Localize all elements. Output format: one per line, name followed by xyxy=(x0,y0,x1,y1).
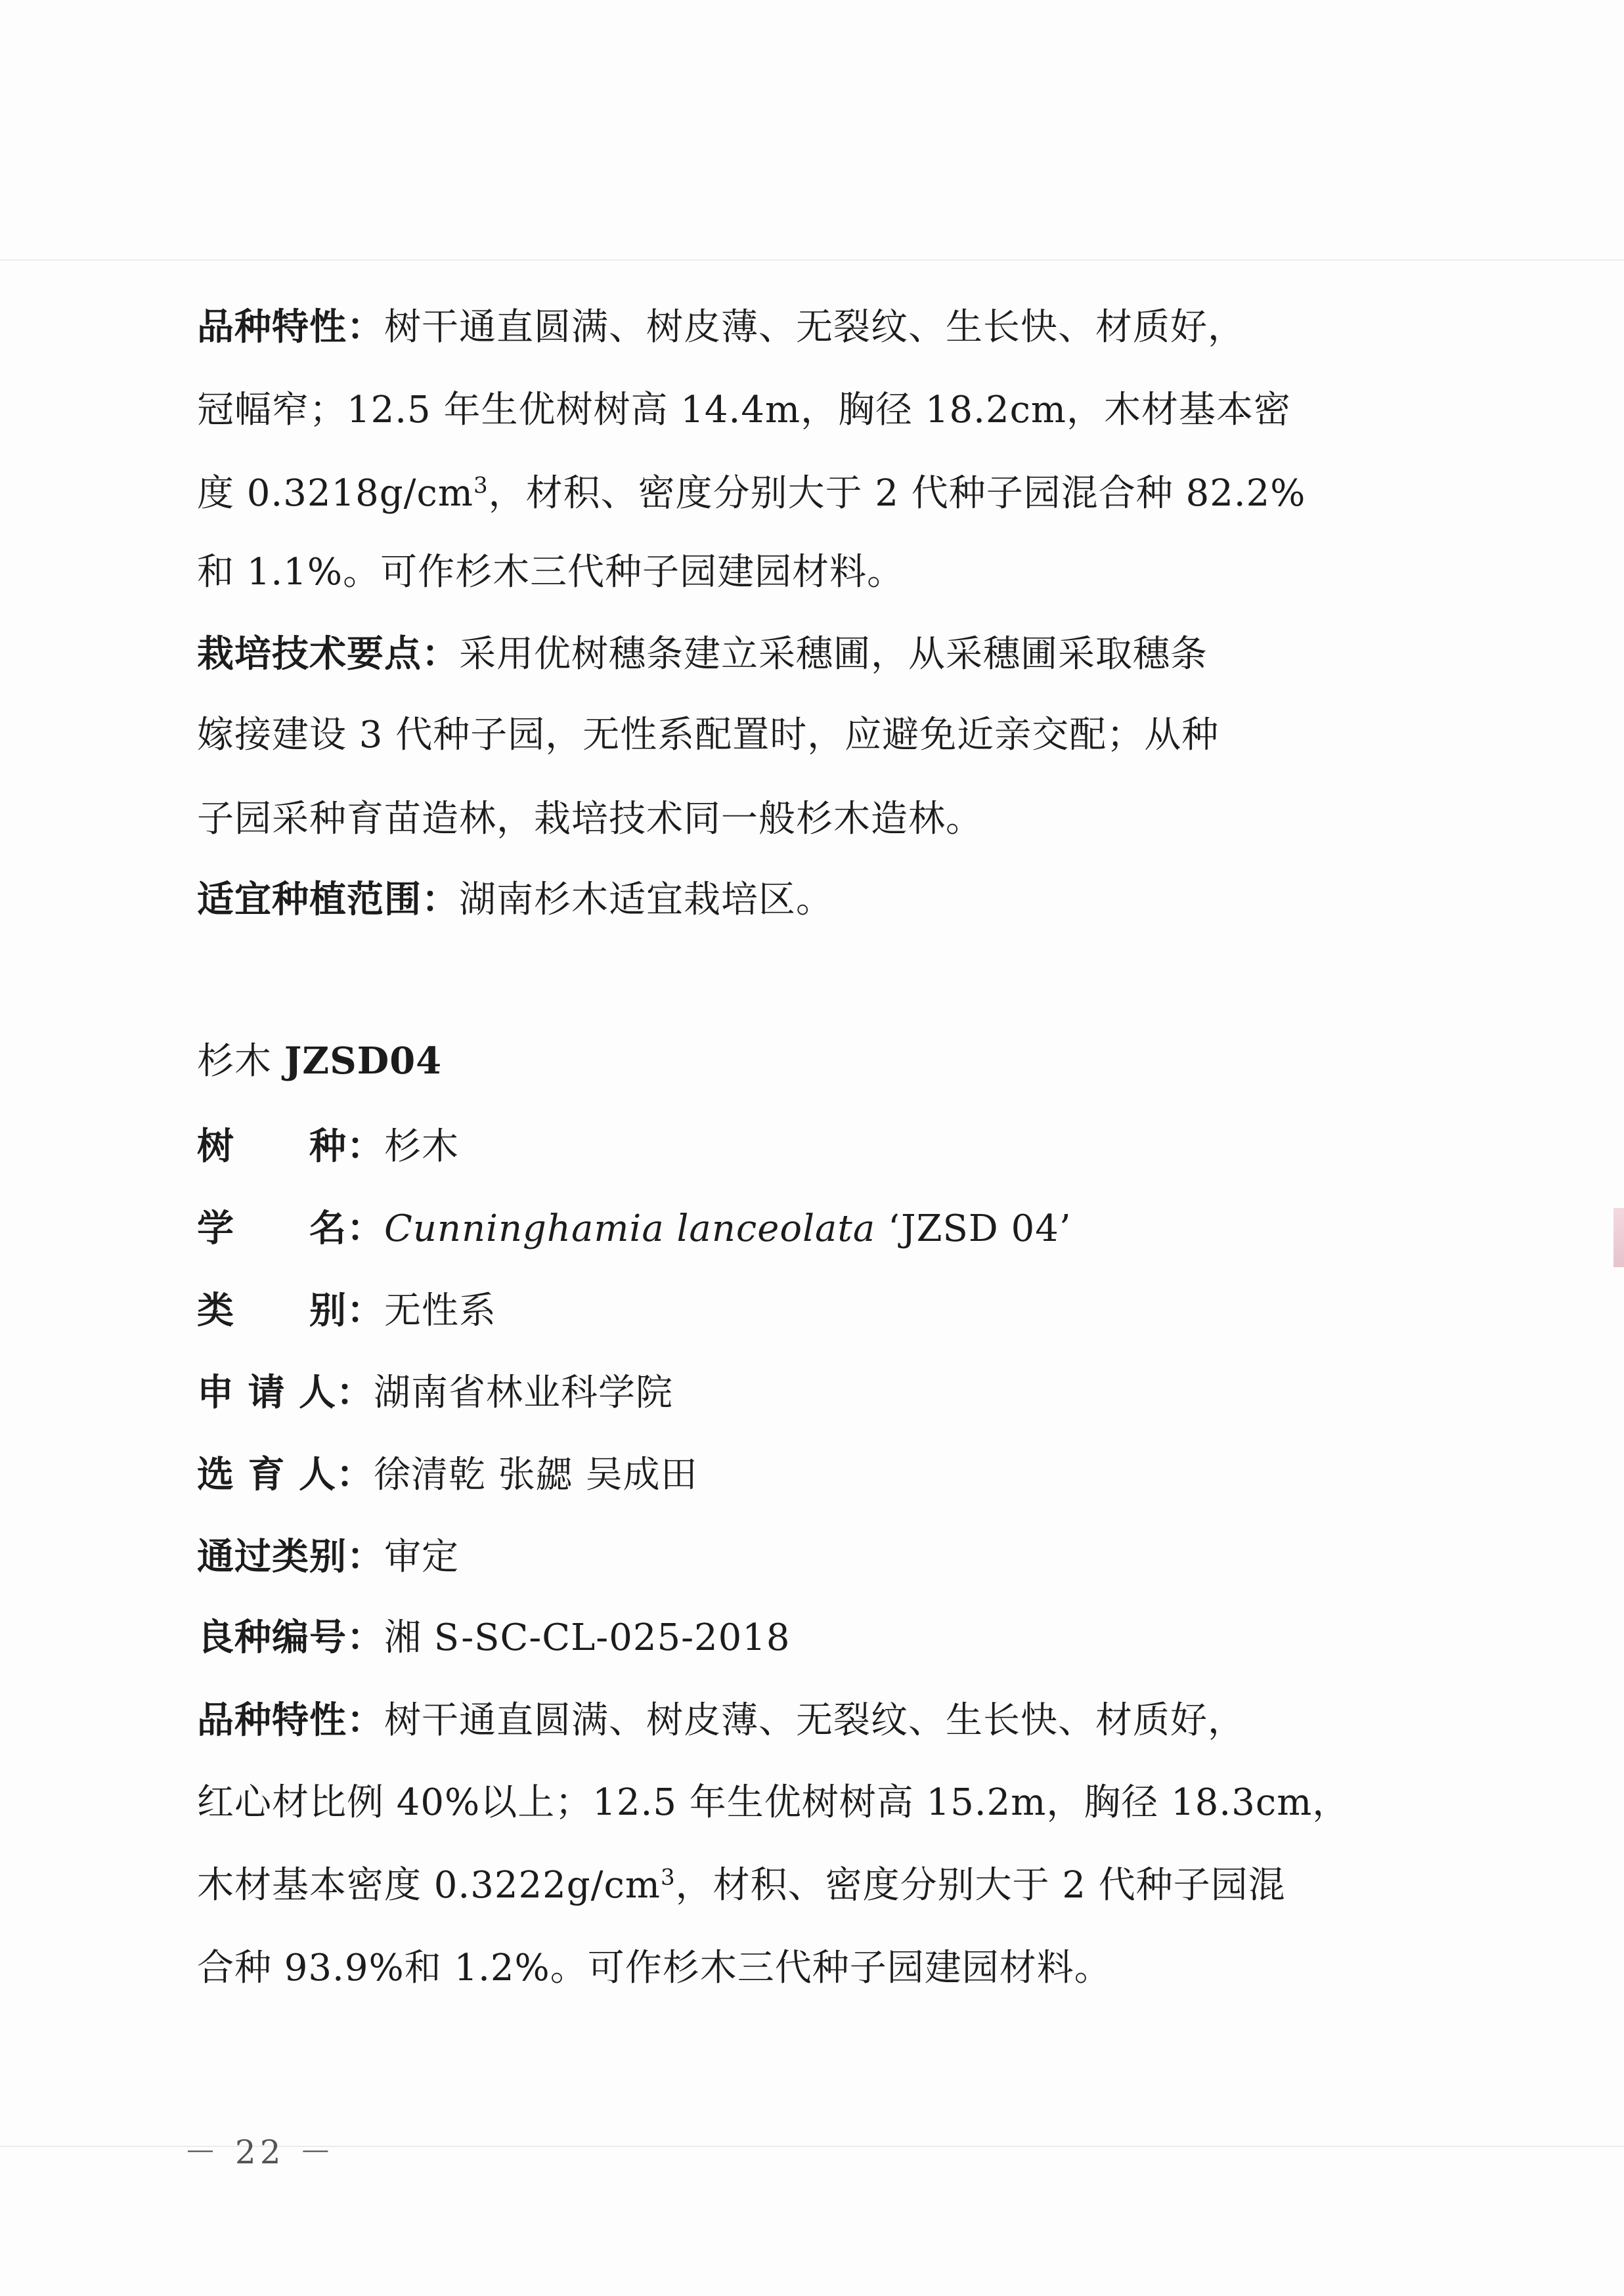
s2-sci-label: 学 名： xyxy=(197,1207,384,1250)
s2-sci-cultivar: ‘JZSD 04’ xyxy=(875,1207,1072,1250)
s2-traits-text-3b: ，材积、密度分别大于 2 代种子园混 xyxy=(675,1864,1286,1907)
s2-title xyxy=(197,1037,1432,1085)
s1-traits-label: 品种特性： xyxy=(197,305,384,349)
s2-breeder-value: 徐清乾 张勰 吴成田 xyxy=(374,1454,698,1496)
s1-cultivation-line-2 xyxy=(197,712,1432,759)
s2-traits-text-3a: 木材基本密度 0.3222g/cm xyxy=(197,1864,661,1907)
s1-cultivation-line-3 xyxy=(197,796,1432,843)
s2-species-label: 树 种： xyxy=(197,1125,384,1168)
s2-title-code: JZSD04 xyxy=(284,1039,443,1083)
s1-traits-text-3a: 度 0.3218g/cm xyxy=(197,472,473,515)
s2-traits-line-1 xyxy=(197,1697,1432,1744)
s1-traits-text-2: 冠幅窄；12.5 年生优树树高 14.4m，胸径 18.2cm，木材基本密 xyxy=(197,389,1292,431)
s2-traits-text-1: 树干通直圆满、树皮薄、无裂纹、生长快、材质好， xyxy=(384,1699,1245,1742)
page-number: － 22 － xyxy=(184,2133,336,2171)
s1-traits-text-4: 和 1.1%。可作杉木三代种子园建园材料。 xyxy=(197,551,905,594)
s1-traits-line-1 xyxy=(197,303,1432,351)
s2-code-label: 良种编号： xyxy=(197,1616,384,1659)
s2-traits-line-4 xyxy=(197,1945,1432,1992)
s2-applicant-line xyxy=(197,1369,1432,1417)
s2-applicant-label: 申 请 人： xyxy=(197,1371,374,1414)
s2-category-label: 类 别： xyxy=(197,1289,384,1332)
s2-applicant-value: 湖南省林业科学院 xyxy=(374,1372,673,1414)
s2-species-line xyxy=(197,1123,1432,1171)
s1-traits-line-4 xyxy=(197,549,1432,596)
s2-sci-line xyxy=(197,1205,1432,1253)
s1-range-line xyxy=(197,876,1432,924)
s2-breeder-label: 选 育 人： xyxy=(197,1453,374,1496)
s2-traits-text-2: 红心材比例 40%以上；12.5 年生优树树高 15.2m，胸径 18.3cm， xyxy=(197,1781,1350,1824)
s2-species-value: 杉木 xyxy=(384,1125,459,1168)
s1-traits-line-2 xyxy=(197,387,1432,434)
s1-traits-text-1: 树干通直圆满、树皮薄、无裂纹、生长快、材质好， xyxy=(384,306,1245,349)
s2-approval-line xyxy=(197,1533,1432,1581)
s1-cultivation-text-2: 嫁接建设 3 代种子园，无性系配置时，应避免近亲交配；从种 xyxy=(197,714,1219,756)
s2-traits-text-4: 合种 93.9%和 1.2%。可作杉木三代种子园建园材料。 xyxy=(197,1947,1112,1989)
s2-traits-sup: 3 xyxy=(660,1864,676,1891)
scan-edge-mark xyxy=(1613,1208,1624,1267)
s1-cultivation-text-3: 子园采种育苗造林，栽培技术同一般杉木造林。 xyxy=(197,798,983,840)
s2-code-value: 湘 S-SC-CL-025-2018 xyxy=(384,1616,791,1659)
s1-traits-text-3b: ，材积、密度分别大于 2 代种子园混合种 82.2% xyxy=(488,472,1306,515)
s2-traits-line-2 xyxy=(197,1779,1432,1827)
s1-cultivation-line-1 xyxy=(197,630,1432,678)
s2-code-line xyxy=(197,1614,1432,1662)
s2-title-prefix: 杉木 xyxy=(197,1040,284,1083)
s2-category-line xyxy=(197,1287,1432,1335)
s1-cultivation-text-1: 采用优树穗条建立采穗圃，从采穗圃采取穗条 xyxy=(459,633,1208,676)
s1-range-text: 湖南杉木适宜栽培区。 xyxy=(459,878,833,921)
s2-category-value: 无性系 xyxy=(384,1289,496,1332)
s2-approval-label: 通过类别： xyxy=(197,1535,384,1578)
s2-traits-line-3 xyxy=(197,1862,1432,1909)
s1-cultivation-label: 栽培技术要点： xyxy=(197,632,459,676)
s2-breeder-line xyxy=(197,1451,1432,1499)
s1-traits-sup: 3 xyxy=(473,472,489,499)
scan-fold-line xyxy=(0,259,1624,261)
s2-approval-value: 审定 xyxy=(384,1536,459,1578)
s2-traits-label: 品种特性： xyxy=(197,1699,384,1742)
s2-sci-italic: Cunninghamia lanceolata xyxy=(384,1207,876,1250)
s1-traits-line-3 xyxy=(197,470,1432,517)
s1-range-label: 适宜种植范围： xyxy=(197,878,459,921)
